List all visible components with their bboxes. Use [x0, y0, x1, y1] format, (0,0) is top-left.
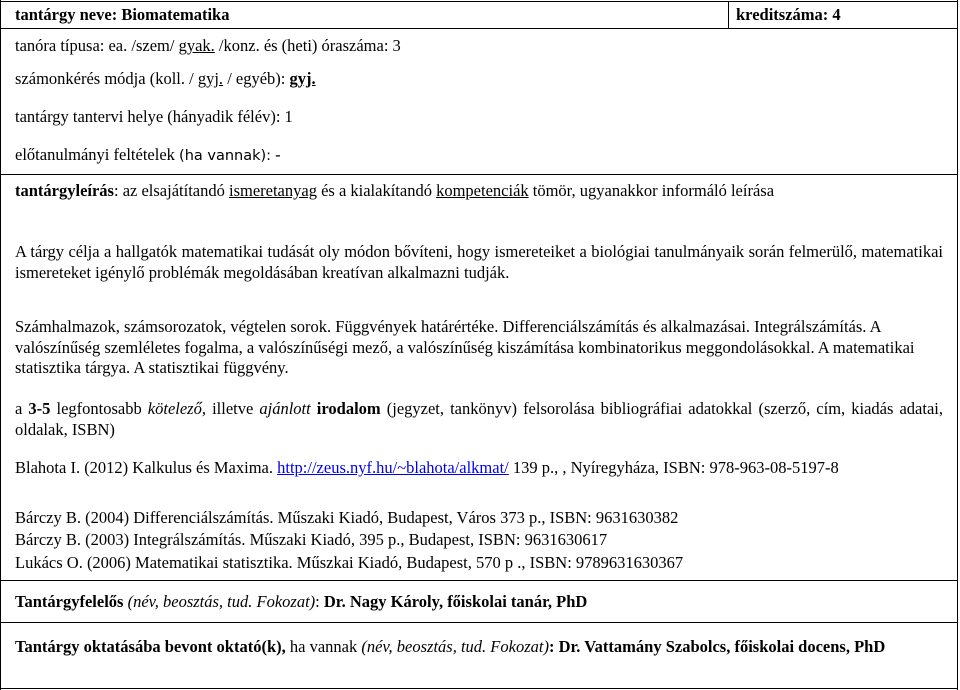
class-type-line [15, 36, 401, 56]
ref1-after: 139 p., , Nyíregyháza, ISBN: 978-963-08-5197-8 [512, 458, 839, 477]
prereq-prefix: előtanulmányi feltételek [15, 145, 175, 164]
instructors-colon: : [548, 637, 555, 656]
subject-label: tantárgy neve: [15, 5, 118, 24]
instructors-paren: (név, beosztás, tud. Fokozat) [361, 637, 549, 656]
class-type-prefix: tanóra típusa: ea. /szem/ [15, 36, 175, 55]
lit-mandatory: kötelező, [147, 399, 206, 418]
literature-heading [15, 399, 943, 440]
description-text-c: tömör, ugyanakkor informáló leírása [532, 181, 775, 200]
instructors-label: Tantárgy oktatásába bevont oktató(k), [15, 637, 286, 656]
prerequisites-line [15, 145, 281, 166]
reference-item: Bárczy B. (2003) Integrálszámítás. Műszaki Kiadó, 395 p., Budapest, ISBN: 9631630617 [15, 530, 608, 549]
rule-header [1, 28, 957, 29]
class-type-suffix: /konz. és (heti) óraszáma: 3 [218, 36, 401, 55]
responsible-label: Tantárgyfelelős [15, 592, 124, 611]
prereq-value: - [275, 145, 281, 164]
description-text-b: és a kialakítandó [321, 181, 432, 200]
instructors-ha-vannak: ha vannak [289, 637, 358, 656]
responsible-name: Dr. Nagy Károly, főiskolai tanár, PhD [323, 592, 588, 611]
exam-prefix: számonkérés módja (koll. / [15, 69, 194, 88]
responsible-colon: : [315, 592, 320, 611]
prereq-paren: (ha vannak): [179, 148, 272, 164]
rule-header-divider [728, 1, 729, 28]
description-text-a: : az elsajátítandó [113, 181, 225, 200]
semester-text: tantárgy tantervi helye (hányadik félév): 1 [15, 107, 293, 126]
semester-line [15, 107, 293, 127]
lit-irodalom: irodalom [316, 399, 381, 418]
lit-legfontosabb: legfontosabb [56, 399, 142, 418]
credits-line [736, 5, 841, 25]
ref1-before: Blahota I. (2012) Kalkulus és Maxima. [15, 458, 273, 477]
description-label: tantárgyleírás [15, 181, 114, 200]
responsible-paren: (név, beosztás, tud. Fokozat) [127, 592, 316, 611]
instructors-name: Dr. Vattamány Szabolcs, főiskolai docens, PhD [558, 637, 886, 656]
credits-value: 4 [832, 5, 841, 24]
subject-name: Biomatematika [121, 5, 230, 24]
exam-value: gyj. [289, 69, 316, 88]
reference-item [15, 458, 943, 479]
lit-illetve: illetve [212, 399, 254, 418]
reference-item: Bárczy B. (2004) Differenciálszámítás. Műszaki Kiadó, Budapest, Város 373 p., ISBN: 9631630382 [15, 508, 679, 527]
exam-type-line [15, 69, 316, 89]
course-content: Számhalmazok, számsorozatok, végtelen sorok. Függvények határértéke. Differenciálszámítás és alkalmazásai. Integrálszámítás. A valószínűség szemléletes fogalma, a valószínűségi mező, a valószínűség kiszámítása kombinatorikus meggondolásokkal. A matematikai statisztika tárgya. A statisztikai függvény. [15, 317, 915, 377]
class-type-gyak: gyak. [178, 36, 215, 55]
exam-gyj: gyj. [197, 69, 224, 88]
rule-literature [1, 580, 957, 581]
responsible-line [15, 592, 587, 612]
rule-responsible [1, 622, 957, 623]
reference-item: Lukács O. (2006) Matematikai statisztika. Műszkai Kiadó, Budapest, 570 p ., ISBN: 9789631630367 [15, 553, 684, 572]
rule-bottom [1, 688, 957, 689]
ref1-link[interactable]: http://zeus.nyf.hu/~blahota/alkmat/ [277, 458, 509, 477]
rule-info [1, 174, 957, 175]
subject-name-line [15, 5, 229, 25]
lit-rest: (jegyzet, tankönyv) felsorolása bibliográfiai adatokkal (szerző, cím, kiadás adatai, oldalak, ISBN) [15, 399, 943, 439]
course-goal: A tárgy célja a hallgatók matematikai tudását oly módon bővíteni, hogy ismereteiket a biológiai tanulmányaik során felmerülő, matematikai ismereteket igénylő problémák megoldásában kreatívan alkalmazni tudják. [15, 242, 943, 282]
link-ismeretanyag: ismeretanyag [228, 181, 317, 200]
instructors-block [15, 636, 943, 658]
lit-count: 3-5 [28, 399, 51, 418]
description-heading [15, 181, 943, 202]
lit-a: a [15, 399, 23, 418]
rule-top [1, 1, 957, 2]
lit-recommended: ajánlott [259, 399, 311, 418]
exam-suffix: / egyéb): [227, 69, 286, 88]
link-kompetenciak: kompetenciák [436, 181, 529, 200]
credits-label: kreditszáma: [736, 5, 829, 24]
